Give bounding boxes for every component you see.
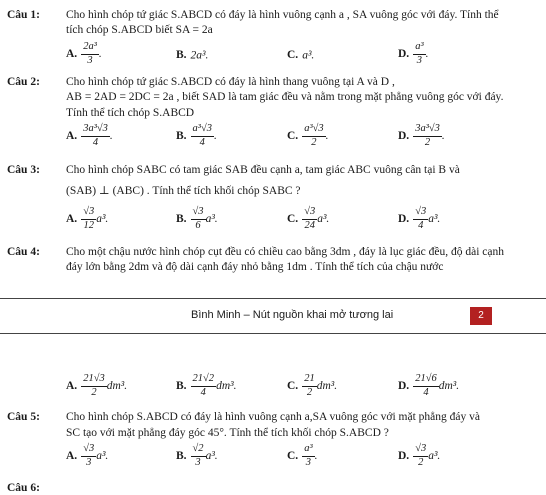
question-2-option-b[interactable]: B. $\frac{\text{a³√3}}{4}$ . — [176, 123, 217, 148]
question-1-option-a[interactable]: A. $\frac{\text{2a³}}{3}$ . — [66, 41, 102, 66]
question-2-line-1: Cho hình chóp tứ giác S.ABCD có đáy là hình thang vuông tại A và D , — [66, 76, 395, 88]
question-3-option-c[interactable]: C. $\frac{√3}{24}$ a³. — [287, 206, 330, 231]
page-number-badge: 2 — [470, 307, 492, 325]
question-2-option-c[interactable]: C. $\frac{\text{a³√3}}{2}$ . — [287, 123, 329, 148]
question-2-option-d[interactable]: D. $\frac{\text{3a³√3}}{2}$ . — [398, 123, 445, 148]
question-4-label: Câu 4: — [7, 246, 40, 258]
footer-text: Bình Minh – Nút nguồn khai mở tương lai — [191, 309, 394, 321]
question-1-label: Câu 1: — [7, 9, 40, 21]
question-3-line-1: Cho hình chóp SABC có tam giác SAB đều cạnh a, tam giác ABC vuông cân tại B và — [66, 164, 460, 176]
question-1-option-c[interactable]: C. a³. — [287, 49, 315, 62]
question-2-option-a[interactable]: A. $\frac{\text{3a³√3}}{4}$ . — [66, 123, 113, 148]
question-2-label: Câu 2: — [7, 76, 40, 88]
question-5-option-a[interactable]: A. $\frac{√3}{3}$ a³. — [66, 443, 109, 468]
question-4-option-a[interactable]: A. $\frac{21√3}{2}$ dm³. — [66, 373, 128, 398]
question-1-line-2: tích chóp S.ABCD biết SA = 2a — [66, 24, 213, 36]
question-4-option-c[interactable]: C. $\frac{21}{2}$ dm³. — [287, 373, 338, 398]
question-4-line-2: đáy lớn bằng 2dm và độ dài cạnh đáy nhỏ bằng 1dm . Tính thể tích của chậu nước — [66, 261, 444, 273]
question-4-option-d[interactable]: D. $\frac{21√6}{4}$ dm³. — [398, 373, 460, 398]
question-1-option-b[interactable]: B. 2a³. — [176, 49, 209, 62]
question-1-option-d[interactable]: D. $\frac{\text{a³}}{3}$ . — [398, 41, 429, 66]
question-5-line-1: Cho hình chóp S.ABCD có đáy là hình vuông cạnh a,SA vuông góc với mặt phẳng đáy và — [66, 411, 480, 423]
question-4-line-1: Cho một chậu nước hình chóp cụt đều có chiều cao bằng 3dm , đáy là lục giác đều, độ dài cạnh — [66, 246, 504, 258]
question-3-line-2: (SAB) ⊥ (ABC) . Tính thể tích khối chóp SABC ? — [66, 185, 301, 197]
question-5-option-c[interactable]: C. $\frac{\text{a³}}{3}$ . — [287, 443, 318, 468]
question-5-option-b[interactable]: B. $\frac{√2}{3}$ a³. — [176, 443, 218, 468]
question-3-option-b[interactable]: B. $\frac{√3}{6}$ a³. — [176, 206, 218, 231]
question-6-label-cut: Câu 6: — [7, 482, 40, 494]
question-5-label: Câu 5: — [7, 411, 40, 423]
question-3-label: Câu 3: — [7, 164, 40, 176]
question-5-option-d[interactable]: D. $\frac{√3}{2}$ a³. — [398, 443, 441, 468]
question-1-line-1: Cho hình chóp tứ giác S.ABCD có đáy là hình vuông cạnh a , SA vuông góc với đáy. Tính thể — [66, 9, 499, 21]
question-5-line-2: SC tạo với mặt phẳng đáy góc 45°. Tính thể tích khối chóp S.ABCD ? — [66, 427, 389, 439]
question-4-option-b[interactable]: B. $\frac{21√2}{4}$ dm³. — [176, 373, 237, 398]
question-2-line-3: Tính thể tích chóp S.ABCD — [66, 107, 195, 119]
question-2-line-2: AB = 2AD = 2DC = 2a , biết SAD là tam giác đều và nằm trong mặt phẳng vuông góc với đáy. — [66, 91, 504, 103]
question-3-option-d[interactable]: D. $\frac{√3}{4}$ a³. — [398, 206, 441, 231]
question-3-option-a[interactable]: A. $\frac{√3}{12}$ a³. — [66, 206, 109, 231]
page-footer — [0, 298, 546, 334]
